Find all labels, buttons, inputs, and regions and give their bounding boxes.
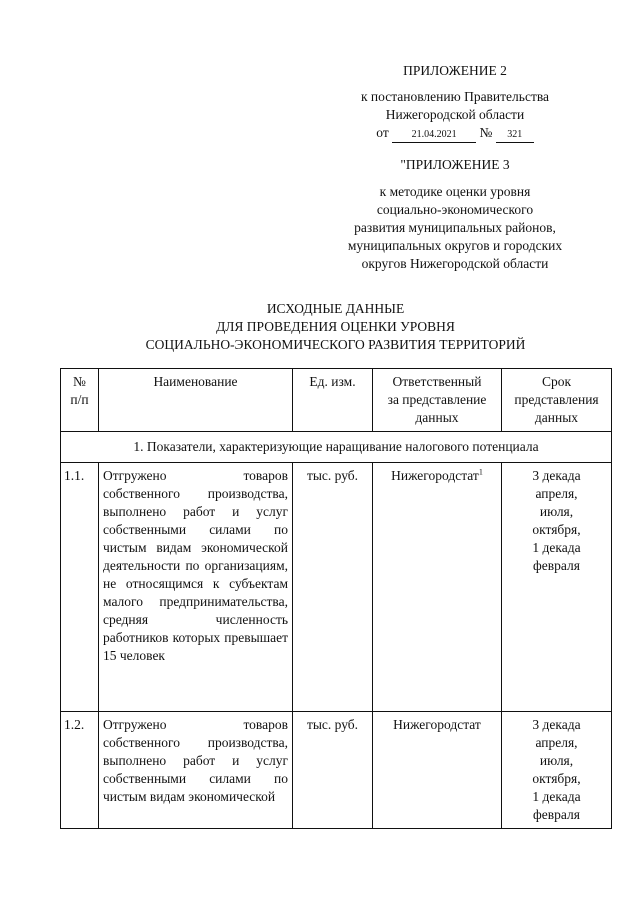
- footnote-marker: 1: [478, 467, 483, 477]
- document-heading: [60, 300, 611, 354]
- section-row: [61, 432, 612, 463]
- row-responsible: Нижегородстат: [373, 712, 502, 829]
- section-title: 1. Показатели, характеризующие наращивание налогового потенциала: [61, 432, 612, 463]
- appendix-2-header: [330, 62, 580, 143]
- appendix-3-line: развития муниципальных районов,: [354, 220, 556, 235]
- row-responsible: [373, 463, 502, 712]
- row-num: 1.1.: [61, 463, 99, 712]
- appendix-3-line: к методике оценки уровня: [379, 184, 531, 199]
- header-name: Наименование: [99, 369, 293, 432]
- appendix-2-line-2: Нижегородской области: [385, 107, 525, 122]
- table-row: [61, 463, 612, 712]
- source-data-table: [60, 368, 612, 829]
- header-responsible: Ответственный за представление данных: [373, 369, 502, 432]
- appendix-2-title: ПРИЛОЖЕНИЕ 2: [403, 63, 507, 78]
- appendix-2-date-line: [330, 124, 580, 143]
- row-unit: тыс. руб.: [293, 463, 373, 712]
- appendix-3-header: [320, 156, 590, 273]
- row-deadline: 3 декада апреля, июля, октября, 1 декада февраля: [502, 463, 612, 712]
- header-unit: Ед. изм.: [293, 369, 373, 432]
- responsible-text: Нижегородстат: [391, 468, 479, 483]
- decree-date: 21.04.2021: [392, 128, 476, 143]
- row-name: Отгружено товаров собственного производства, выполнено работ и услуг собственными силами по чистым видам экономической: [99, 712, 293, 829]
- number-prefix: №: [479, 125, 493, 140]
- table-header-row: [61, 369, 612, 432]
- date-prefix: от: [376, 125, 389, 140]
- appendix-3-line: муниципальных округов и городских: [347, 238, 563, 253]
- appendix-3-line: социально-экономического: [376, 202, 534, 217]
- header-num: № п/п: [61, 369, 99, 432]
- heading-line: СОЦИАЛЬНО-ЭКОНОМИЧЕСКОГО РАЗВИТИЯ ТЕРРИТОРИЙ: [145, 337, 526, 352]
- appendix-3-title: "ПРИЛОЖЕНИЕ 3: [400, 157, 510, 172]
- row-deadline: 3 декада апреля, июля, октября, 1 декада февраля: [502, 712, 612, 829]
- row-num: 1.2.: [61, 712, 99, 829]
- appendix-3-line: округов Нижегородской области: [361, 256, 549, 271]
- row-name: Отгружено товаров собственного производства, выполнено работ и услуг собственными силами по чистым видам экономической деятельности по организациям, не относящимся к субъектам малого предпринимательства, средняя численность работников которых превышает 15 человек: [99, 463, 293, 712]
- table-row: [61, 712, 612, 829]
- header-deadline: Срок представления данных: [502, 369, 612, 432]
- decree-number: 321: [496, 128, 534, 143]
- row-unit: тыс. руб.: [293, 712, 373, 829]
- appendix-2-line-1: к постановлению Правительства: [360, 89, 550, 104]
- heading-line: ИСХОДНЫЕ ДАННЫЕ: [266, 301, 405, 316]
- heading-line: ДЛЯ ПРОВЕДЕНИЯ ОЦЕНКИ УРОВНЯ: [216, 319, 455, 334]
